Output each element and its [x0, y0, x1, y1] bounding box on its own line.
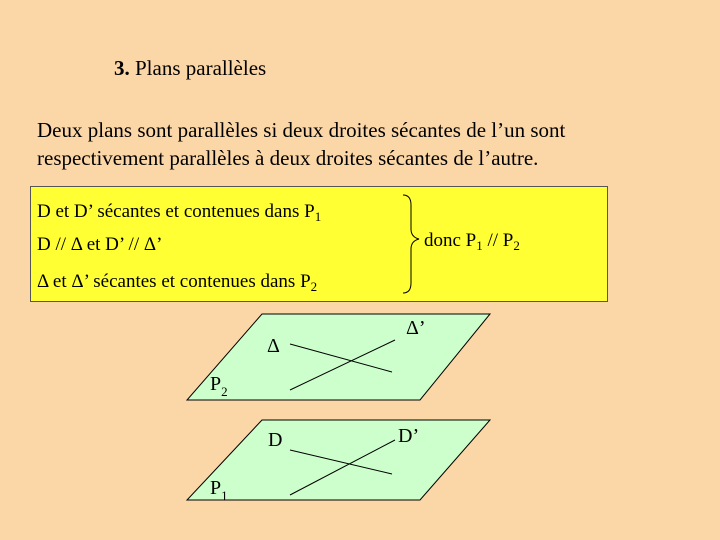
plane-p1	[187, 420, 490, 500]
heading-title: Plans parallèles	[135, 56, 267, 80]
box-conclusion: donc $P_1 // P_2$	[424, 230, 520, 253]
box-line-2: D // Δ et D’ // Δ’	[37, 234, 163, 255]
label-delta-prime: Δ’	[406, 317, 426, 339]
label-d: D	[268, 429, 283, 451]
heading-number: 3.	[114, 56, 130, 80]
box-line-1: D et D’ sécantes et contenues dans $P_1$	[37, 201, 322, 224]
box-line-3: Δ et Δ’ sécantes et contenues dans $P_2$	[37, 271, 318, 294]
label-p1: $P_1$	[210, 477, 228, 503]
label-p2: $P_2$	[210, 373, 228, 399]
label-d-prime: D’	[398, 425, 420, 447]
label-delta: Δ	[267, 335, 280, 357]
definition-text: Deux plans sont parallèles si deux droites sécantes de l’un sont respectivement parallèles à deux droites sécantes de l’autre.	[37, 118, 566, 170]
